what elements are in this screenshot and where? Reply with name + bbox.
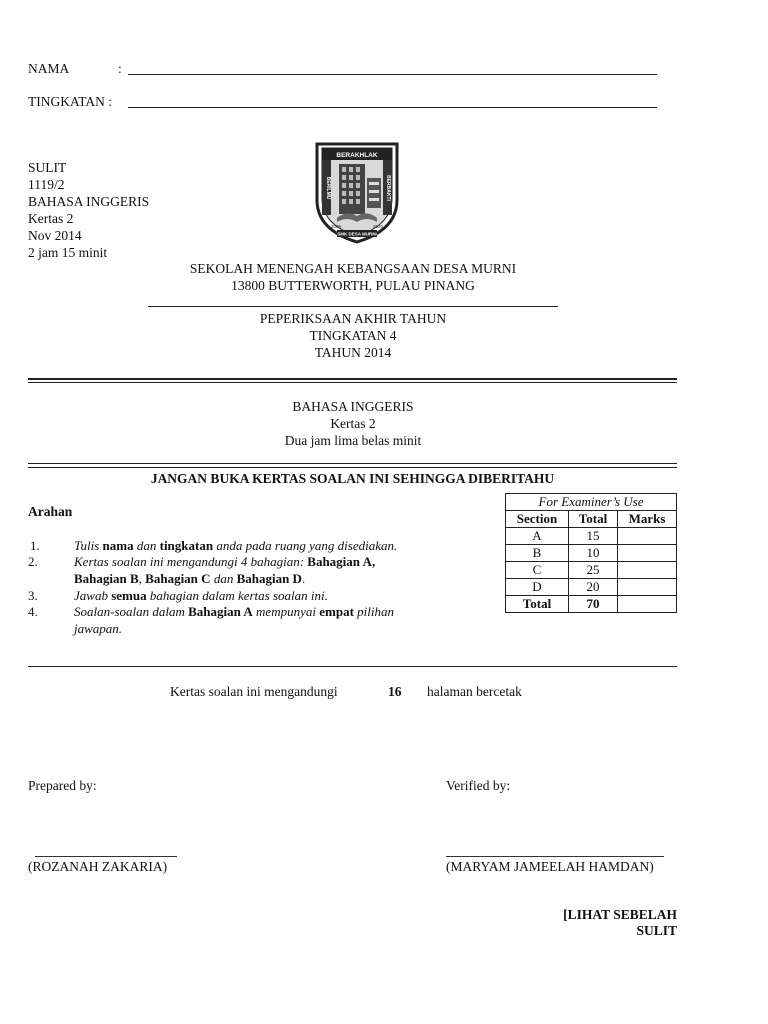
crest-year-right: 2020 [373,224,384,229]
total-label-cell: Total [506,596,569,613]
instruction-item-4: Soalan-soalan dalam Bahagian A mempunyai empat pilihan jawapan. [74,604,394,636]
table-row [506,579,677,596]
table-row [506,528,677,545]
marks-cell[interactable] [618,562,677,579]
crest-banner-text: SMK DESA MURNI [337,231,377,237]
nama-label: NAMA [28,61,70,76]
instruction-number: 3. [28,588,38,603]
crest-top-text: BERAKHLAK [336,152,378,159]
warning-notice: JANGAN BUKA KERTAS SOALAN INI SEHINGGA DIBERITAHU [150,471,555,486]
section-cell: D [506,579,569,596]
total-cell: 10 [569,545,618,562]
marks-cell[interactable] [618,579,677,596]
verified-by-label: Verified by: [446,778,511,793]
total-cell: 15 [569,528,618,545]
section-divider-3 [28,666,677,667]
total-marks-cell[interactable] [618,596,677,613]
tingkatan-label: TINGKATAN : [28,94,113,109]
table-row [506,545,677,562]
section-divider-1b [28,382,677,383]
section-cell: C [506,562,569,579]
school-divider [148,306,558,307]
section-cell: A [506,528,569,545]
pages-suffix: halaman bercetak [427,684,522,699]
paper-info-line: SULIT [28,160,67,175]
verified-by-name: (MARYAM JAMEELAH HAMDAN) [446,859,654,874]
marks-cell[interactable] [618,528,677,545]
verified-signature-line [446,856,664,857]
footer-next-page: [LIHAT SEBELAH [563,907,677,922]
crest-year-left: 2005 [331,224,342,229]
section-divider-2b [28,467,677,468]
table-header-marks: Marks [618,511,677,528]
subject-paper: Kertas 2 [330,416,376,431]
table-header-section: Section [506,511,569,528]
footer-sulit: SULIT [636,923,677,938]
paper-info-line: Kertas 2 [28,211,74,226]
table-total-row [506,596,677,613]
crest-left-text: BERILMU [325,176,331,200]
subject-name: BAHASA INGGERIS [292,399,414,414]
paper-info-line: BAHASA INGGERIS [28,194,150,209]
marks-cell[interactable] [618,545,677,562]
exam-form: TINGKATAN 4 [309,328,397,343]
prepared-by-label: Prepared by: [28,778,97,793]
instruction-item-2: Kertas soalan ini mengandungi 4 bahagian: Bahagian A, Bahagian B, Bahagian C dan Bahagian D. [74,554,376,586]
total-cell: 20 [569,579,618,596]
crest-right-text: BERBAKTI [385,175,391,201]
pages-prefix: Kertas soalan ini mengandungi [170,684,338,699]
paper-info-line: Nov 2014 [28,228,82,243]
school-address: 13800 BUTTERWORTH, PULAU PINANG [231,278,475,293]
instruction-number: 2. [28,554,38,569]
paper-info [28,159,149,261]
section-cell: B [506,545,569,562]
total-cell: 25 [569,562,618,579]
paper-info-line: 2 jam 15 minit [28,245,108,260]
nama-field-line[interactable] [128,74,657,75]
table-header-total: Total [569,511,618,528]
exam-title: PEPERIKSAAN AKHIR TAHUN [259,311,447,326]
tingkatan-field-line[interactable] [128,107,657,108]
table-row [506,562,677,579]
instructions-heading: Arahan [28,504,73,519]
subject-duration: Dua jam lima belas minit [284,433,422,448]
school-name: SEKOLAH MENENGAH KEBANGSAAN DESA MURNI [189,261,517,276]
prepared-by-name: (ROZANAH ZAKARIA) [28,859,168,874]
prepared-signature-line [35,856,177,857]
examiner-table [505,493,677,613]
examiner-table-caption: For Examiner’s Use [506,494,677,511]
school-crest-logo [307,138,407,246]
instruction-number: 4. [28,604,38,619]
total-value-cell: 70 [569,596,618,613]
section-divider-1 [28,378,677,380]
instruction-item-3: Jawab semua bahagian dalam kertas soalan ini. [74,588,328,603]
nama-colon: : [118,61,122,76]
exam-year: TAHUN 2014 [314,345,392,360]
pages-count: 16 [388,684,402,699]
instruction-number: 1. [30,538,40,553]
paper-info-line: 1119/2 [28,177,65,192]
instruction-item-1: Tulis nama dan tingkatan anda pada ruang yang disediakan. [74,538,398,553]
section-divider-2 [28,463,677,464]
